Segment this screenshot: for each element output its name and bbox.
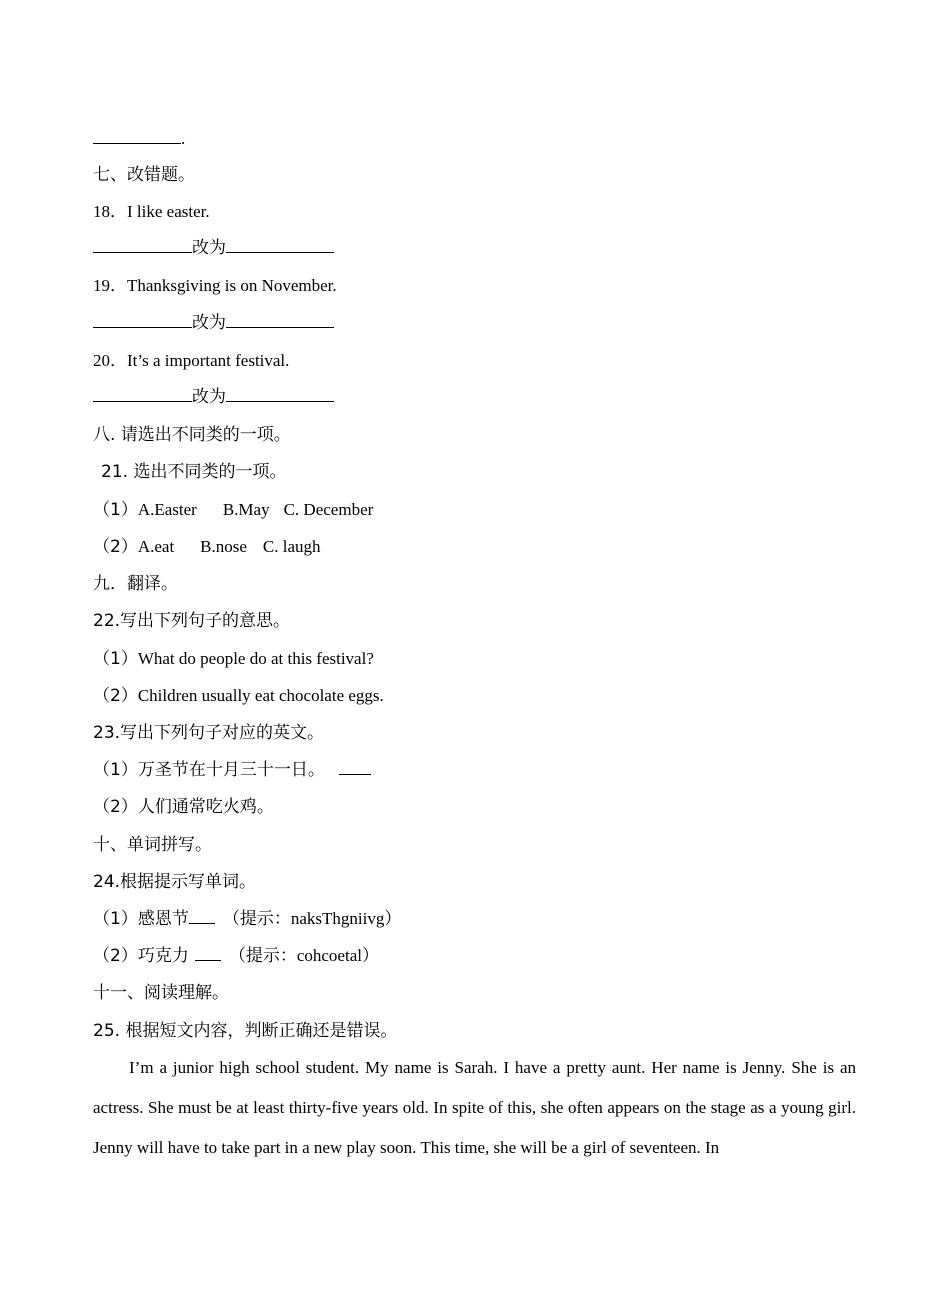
section-title-11: 十一、阅读理解。 xyxy=(93,983,229,1003)
section-title-7: 七、改错题。 xyxy=(93,165,195,185)
question-22: 22.写出下列句子的意思。 xyxy=(93,611,291,631)
question-24-1: （1）感恩节 （提示：naksThgniivg） xyxy=(93,909,402,929)
section-title-9: 九．翻译。 xyxy=(93,574,178,594)
section-title-8: 八. 请选出不同类的一项。 xyxy=(93,425,291,445)
answer-blank[interactable] xyxy=(189,908,215,924)
wrong-blank[interactable] xyxy=(93,312,192,328)
question-24: 24.根据提示写单词。 xyxy=(93,872,257,892)
correct-blank[interactable] xyxy=(226,386,334,402)
answer-blank[interactable] xyxy=(339,759,371,775)
question-23-1: （1）万圣节在十月三十一日。 xyxy=(93,759,371,781)
wrong-blank[interactable] xyxy=(93,386,192,402)
section-title-10: 十、单词拼写。 xyxy=(93,835,212,855)
question-22-2: （2）Children usually eat chocolate eggs. xyxy=(93,686,384,706)
reading-passage: I’m a junior high school student. My name is Sarah. I have a pretty aunt. Her name is Jenny. She is an actress. She must be at least thirty-five years old. In spite of this, she often appears on the stage as a young girl. Jenny will have to take part in a new play soon. This time, she will be a girl of seventeen. In xyxy=(93,1058,856,1157)
correct-blank[interactable] xyxy=(226,312,334,328)
question-20: 20．It’s a important festival. xyxy=(93,351,290,370)
correct-blank[interactable] xyxy=(226,237,334,253)
answer-blank-line: . xyxy=(93,128,185,150)
option-row-1: （1）A.Easter B.May C. December xyxy=(93,500,374,520)
question-18: 18．I like easter. xyxy=(93,202,210,221)
correction-row-19: 改为 xyxy=(93,312,334,334)
option-row-2: （2）A.eat B.nose C. laugh xyxy=(93,537,321,557)
answer-blank[interactable] xyxy=(195,945,221,961)
correction-row-20: 改为 xyxy=(93,386,334,408)
correction-row-18: 改为 xyxy=(93,237,334,259)
question-24-2: （2）巧克力 （提示：cohcoetal） xyxy=(93,946,379,966)
question-19: 19．Thanksgiving is on November. xyxy=(93,276,337,295)
wrong-blank[interactable] xyxy=(93,237,192,253)
question-23-2: （2）人们通常吃火鸡。 xyxy=(93,797,274,817)
question-25: 25. 根据短文内容，判断正确还是错误。 xyxy=(93,1021,398,1041)
blank[interactable] xyxy=(93,128,181,144)
question-22-1: （1）What do people do at this festival? xyxy=(93,649,374,669)
question-23: 23.写出下列句子对应的英文。 xyxy=(93,723,325,743)
question-21: 21. 选出不同类的一项。 xyxy=(101,462,287,482)
